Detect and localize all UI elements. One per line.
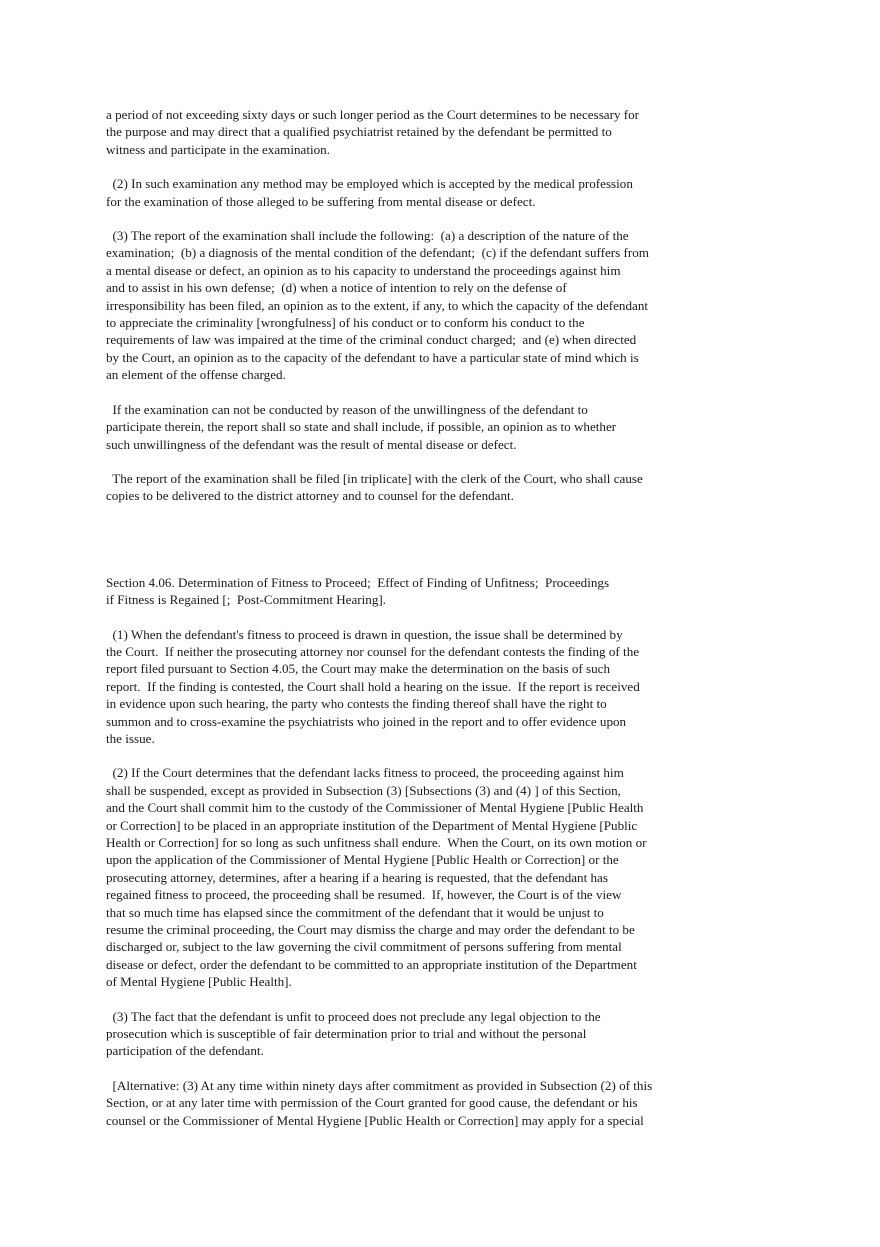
paragraph-line: in evidence upon such hearing, the party who contests the finding thereof shall have the right to [106,696,607,712]
paragraph-line: the purpose and may direct that a qualified psychiatrist retained by the defendant be permitted to [106,124,612,140]
paragraph [106,106,726,158]
paragraph [106,626,726,748]
paragraph-line: prosecution which is susceptible of fair determination prior to trial and without the personal [106,1026,587,1042]
paragraph-line: an element of the offense charged. [106,367,286,383]
paragraph [106,227,726,384]
document-body [106,106,726,1146]
section-heading-line: if Fitness is Regained [; Post-Commitment Hearing]. [106,592,387,608]
paragraph-line: or Correction] to be placed in an appropriate institution of the Department of Mental Hygiene [Public [106,817,638,833]
paragraph-line: copies to be delivered to the district attorney and to counsel for the defendant. [106,488,514,504]
paragraph-line: by the Court, an opinion as to the capacity of the defendant to have a particular state of mind which is [106,349,639,365]
paragraph-line: (2) In such examination any method may be employed which is accepted by the medical profession [106,176,633,192]
paragraph-line: for the examination of those alleged to be suffering from mental disease or defect. [106,193,536,209]
paragraph-line: of Mental Hygiene [Public Health]. [106,974,292,990]
paragraph-line: Health or Correction] for so long as such unfitness shall endure. When the Court, on its own motion or [106,835,647,850]
paragraph-line: counsel or the Commissioner of Mental Hygiene [Public Health or Correction] may apply for a special [106,1112,644,1128]
paragraph-line: requirements of law was impaired at the time of the criminal conduct charged; and (e) when directed [106,332,637,348]
paragraph-line: and to assist in his own defense; (d) when a notice of intention to rely on the defense of [106,280,567,296]
paragraph-line: irresponsibility has been filed, an opinion as to the extent, if any, to which the capacity of the defendant [106,297,649,313]
paragraph-line: examination; (b) a diagnosis of the mental condition of the defendant; (c) if the defendant suffers from [106,245,649,261]
paragraph-line: witness and participate in the examination. [106,141,330,157]
section-heading-line: Section 4.06. Determination of Fitness to Proceed; Effect of Finding of Unfitness; Proceedings [106,574,610,590]
paragraph-line: that so much time has elapsed since the commitment of the defendant that it would be unjust to [106,904,604,920]
paragraph-line: [Alternative: (3) At any time within ninety days after commitment as provided in Subsection (2) of this [106,1077,653,1093]
section-gap [106,522,726,574]
paragraph-line: report filed pursuant to Section 4.05, the Court may make the determination on the basis of such [106,661,610,677]
section-4-05-continuation [106,106,726,505]
paragraph-line: (1) When the defendant's fitness to proceed is drawn in question, the issue shall be determined by [106,626,623,642]
paragraph-line: regained fitness to proceed, the proceeding shall be resumed. If, however, the Court is of the view [106,887,622,903]
paragraph-line: The report of the examination shall be filed [in triplicate] with the clerk of the Court, who shall cause [106,470,643,486]
paragraph-line: Section, or at any later time with permission of the Court granted for good cause, the defendant or his [106,1095,638,1111]
section-4-06-body [106,626,726,1130]
paragraph [106,401,726,453]
paragraph [106,764,726,990]
paragraph-line: disease or defect, order the defendant to be committed to an appropriate institution of the Department [106,956,637,972]
paragraph-line: (2) If the Court determines that the defendant lacks fitness to proceed, the proceeding against him [106,765,624,781]
paragraph-line: a period of not exceeding sixty days or such longer period as the Court determines to be necessary for [106,107,640,122]
paragraph [106,175,726,210]
paragraph-line: prosecuting attorney, determines, after a hearing if a hearing is requested, that the defendant has [106,869,608,885]
paragraph-line: discharged or, subject to the law governing the civil commitment of persons suffering from mental [106,939,622,955]
paragraph-line: report. If the finding is contested, the Court shall hold a hearing on the issue. If the report is received [106,678,640,694]
paragraph-line: resume the criminal proceeding, the Court may dismiss the charge and may order the defendant to be [106,922,635,938]
paragraph [106,1008,726,1060]
paragraph-line: participate therein, the report shall so state and shall include, if possible, an opinion as to whether [106,419,617,435]
paragraph-line: If the examination can not be conducted by reason of the unwillingness of the defendant to [106,401,588,417]
paragraph-line: summon and to cross-examine the psychiatrists who joined in the report and to offer evidence upon [106,713,627,729]
paragraph-line: to appreciate the criminality [wrongfulness] of his conduct or to conform his conduct to the [106,315,585,331]
paragraph-line: the Court. If neither the prosecuting attorney nor counsel for the defendant contests the finding of the [106,643,640,659]
paragraph-line: a mental disease or defect, an opinion as to his capacity to understand the proceedings against him [106,262,621,278]
paragraph [106,470,726,505]
section-heading [106,574,726,609]
paragraph-line: participation of the defendant. [106,1043,264,1059]
paragraph-line: the issue. [106,730,155,746]
paragraph-line: (3) The report of the examination shall include the following: (a) a description of the nature of the [106,228,629,244]
paragraph-line: shall be suspended, except as provided in Subsection (3) [Subsections (3) and (4) ] of this Section, [106,782,621,798]
paragraph-line: such unwillingness of the defendant was the result of mental disease or defect. [106,436,517,452]
paragraph-line: and the Court shall commit him to the custody of the Commissioner of Mental Hygiene [Public Health [106,800,644,816]
paragraph-line: upon the application of the Commissioner of Mental Hygiene [Public Health or Correction] or the [106,852,619,868]
paragraph [106,1077,726,1129]
paragraph-line: (3) The fact that the defendant is unfit to proceed does not preclude any legal objection to the [106,1008,601,1024]
